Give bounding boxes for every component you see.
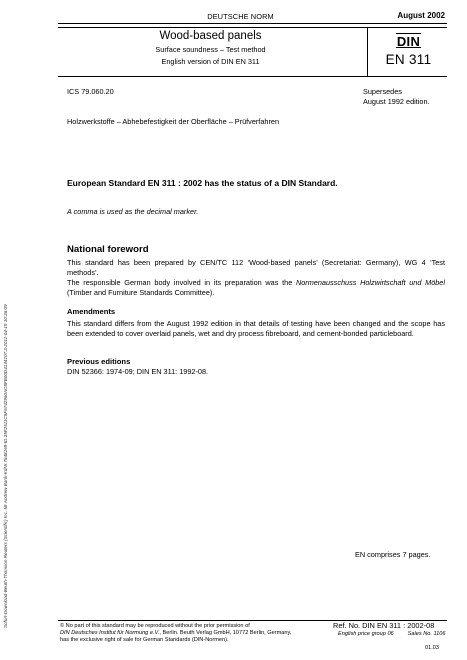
previous-editions-heading: Previous editions [67, 357, 131, 366]
title-divider [367, 27, 368, 76]
supersedes-note [363, 87, 430, 106]
committee-name: Normenausschuss Holzwirtschaft und Möbel [295, 278, 445, 287]
amendments-text: This standard differs from the August 1992 edition in that details of testing have been changed and the scope has been extended to cover overlaid panels, wet and dry process fibreboard, and cement-bonded particleboard. [67, 319, 445, 338]
copyright-notice [60, 623, 320, 644]
copyright-line-3: has the exclusive right of sale for German Standards (DIN-Normen). [60, 636, 229, 643]
reference-number: Ref. No. DIN EN 311 : 2002-08 [333, 621, 435, 630]
header-org: DEUTSCHE NORM [207, 12, 274, 21]
standard-number: EN 311 [385, 52, 432, 67]
supersedes-label: Supersedes [363, 87, 402, 96]
edition-code: 01.03 [425, 645, 439, 651]
ics-code: ICS 79.060.20 [67, 87, 114, 96]
sales-number: Sales No. 1106 [407, 631, 446, 637]
download-watermark: Sofort-Download-Beuth-Thomson Reuters (Scientific) Inc. Mr Andrew Bank-KdNr.7548169-ID.35F2511C5F6742960AC8FB00D414410T.3-2011-04-19 10:36:09 [3, 304, 8, 628]
din-box [371, 27, 446, 76]
comma-note: A comma is used as the decimal marker. [67, 207, 199, 216]
foreword-paragraph-1: This standard has been prepared by CEN/TC 112 ‘Wood-based panels’ (Secretariat: Germany), WG 4 ‘Test methods’. [67, 258, 445, 277]
price-group: English price group 06 [338, 631, 394, 637]
copyright-line-2 [60, 630, 320, 637]
national-foreword-heading: National foreword [67, 244, 149, 255]
document-version: English version of DIN EN 311 [161, 57, 260, 66]
copyright-line-2-rest: , Berlin. Beuth Verlag GmbH, 10772 Berlin, Germany, [159, 629, 292, 636]
foreword-p2-start: The responsible German body involved in its preparation was the [67, 278, 296, 287]
foreword-paragraph-2 [67, 278, 445, 297]
german-title: Holzwerkstoffe – Abhebefestigkeit der Oberfläche – Prüfverfahren [67, 117, 279, 126]
foreword-p2-end: (Timber and Furniture Standards Committee). [67, 287, 215, 297]
title-block [58, 27, 363, 76]
sales-info [338, 631, 446, 638]
page-count: EN comprises 7 pages. [355, 550, 431, 559]
din-institute: DIN Deutsches Institut für Normung e.V. [60, 629, 160, 636]
amendments-heading: Amendments [67, 307, 116, 316]
header-rule [58, 23, 447, 24]
supersedes-edition: August 1992 edition. [363, 96, 430, 106]
previous-editions-text: DIN 52366: 1974-09; DIN EN 311: 1992-08. [67, 367, 209, 376]
title-bottom-rule [58, 76, 447, 77]
document-subtitle: Surface soundness – Test method [155, 45, 266, 54]
status-statement: European Standard EN 311 : 2002 has the status of a DIN Standard. [67, 178, 338, 188]
din-logo: DIN [396, 34, 421, 49]
copyright-line-1: © No part of this standard may be reproduced without the prior permission of [60, 623, 250, 629]
document-title: Wood-based panels [159, 30, 262, 42]
header-date: August 2002 [397, 11, 445, 20]
